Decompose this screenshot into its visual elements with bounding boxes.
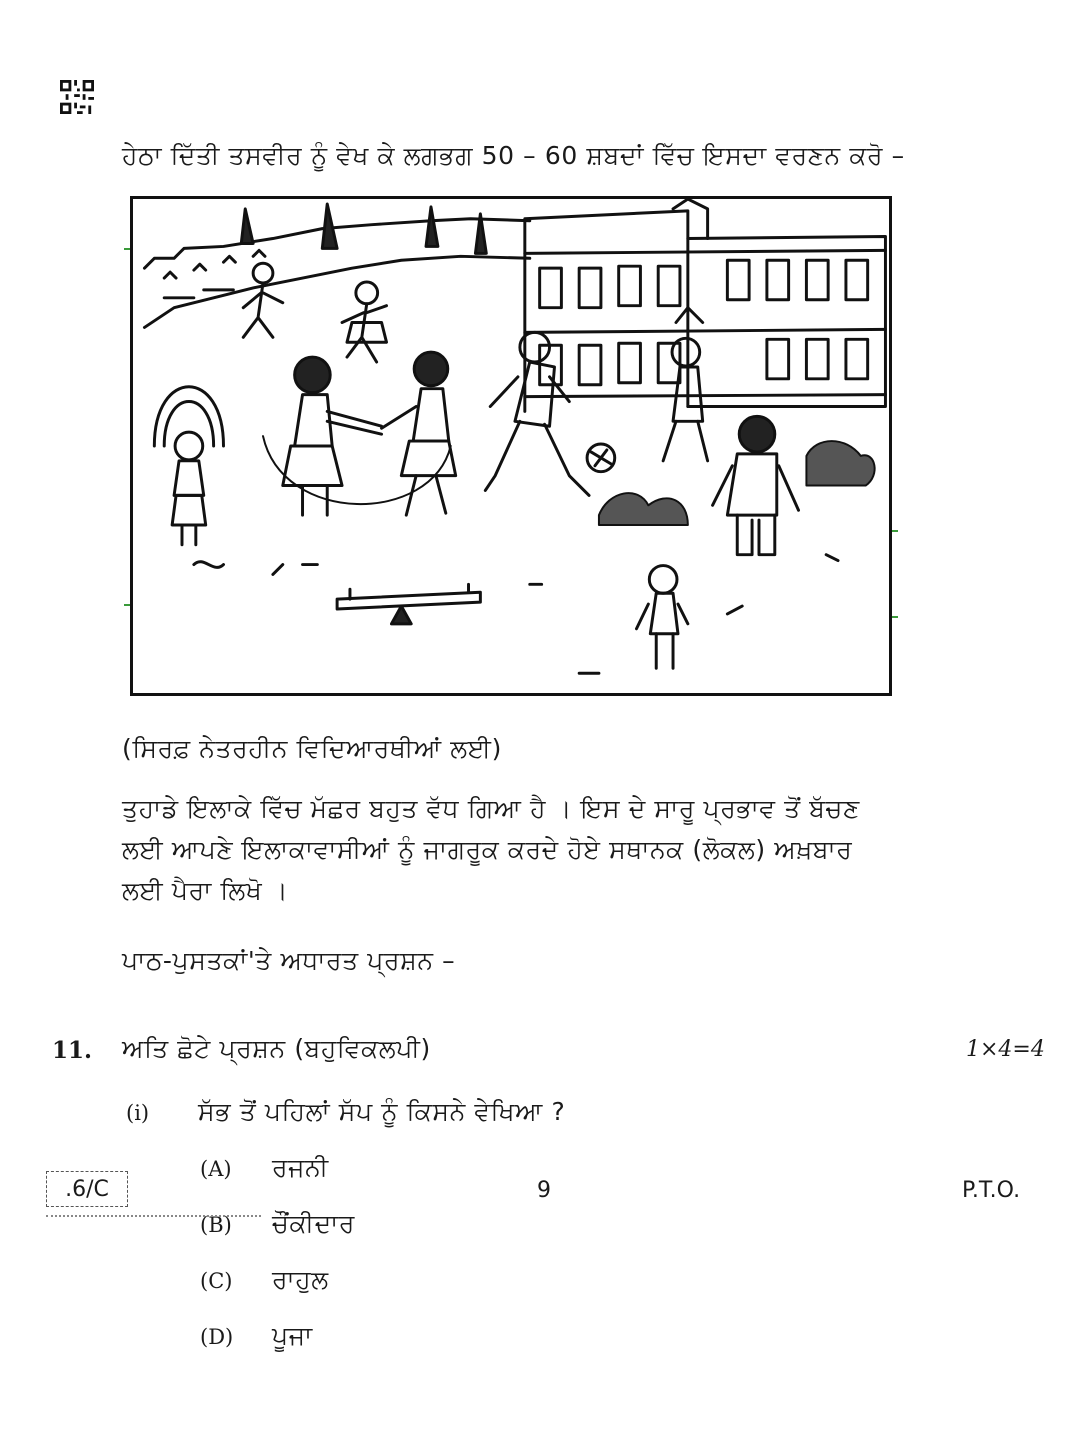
sub-question-text: ਸੱਭ ਤੋਂ ਪਹਿਲਾਂ ਸੱਪ ਨੂੰ ਕਿਸਨੇ ਵੇਖਿਆ ? bbox=[198, 1097, 566, 1126]
margin-mark bbox=[892, 530, 898, 532]
blind-question-line: ਤੁਹਾਡੇ ਇਲਾਕੇ ਵਿੱਚ ਮੱਛਰ ਬਹੁਤ ਵੱਧ ਗਿਆ ਹੈ । ਇਸ ਦੇ ਸਾਰੂ ਪ੍ਰਭਾਵ ਤੋਂ ਬੱਚਣ bbox=[122, 794, 860, 823]
page-turn-over: P.T.O. bbox=[962, 1178, 1021, 1203]
question-title: ਅਤਿ ਛੋਟੇ ਪ੍ਰਸ਼ਨ (ਬਹੁਵਿਕਲਪੀ) bbox=[122, 1034, 431, 1063]
blind-question-line: ਲਈ ਆਪਣੇ ਇਲਾਕਾਵਾਸੀਆਂ ਨੂੰ ਜਾਗਰੂਕ ਕਰਦੇ ਹੋਏ ਸਥਾਨਕ (ਲੋਕਲ) ਅਖ਼ਬਾਰ bbox=[122, 835, 853, 864]
sub-question-label: (i) bbox=[126, 1101, 150, 1125]
section-heading: ਪਾਠ-ਪੁਸਤਕਾਂ'ਤੇ ਅਧਾਰਤ ਪ੍ਰਸ਼ਨ – bbox=[122, 946, 456, 975]
margin-mark bbox=[124, 604, 130, 606]
question-number: 11. bbox=[52, 1037, 93, 1064]
page-number: 9 bbox=[537, 1178, 551, 1203]
blind-students-note: (ਸਿਰਫ਼ ਨੇਤਰਹੀਨ ਵਿਦਿਆਰਥੀਆਂ ਲਈ) bbox=[122, 734, 502, 763]
picture-description-instruction: ਹੇਠਾ ਦਿੱਤੀ ਤਸਵੀਰ ਨੂੰ ਵੇਖ ਕੇ ਲਗਭਗ 50 – 60 ਸ਼ਬਦਾਂ ਵਿੱਚ ਇਸਦਾ ਵਰਣਨ ਕਰੋ – bbox=[122, 141, 905, 170]
paper-code: .6/C bbox=[46, 1171, 128, 1207]
margin-mark bbox=[124, 248, 130, 250]
playground-illustration bbox=[130, 196, 892, 696]
qr-code-icon bbox=[60, 80, 94, 114]
option-text: ਰਾਹੁਲ bbox=[272, 1265, 329, 1294]
option-text: ਰਜਨੀ bbox=[272, 1153, 329, 1182]
option-letter: (C) bbox=[200, 1269, 233, 1293]
blind-question-line: ਲਈ ਪੈਰਾ ਲਿਖੋ । bbox=[122, 876, 289, 905]
footer-divider bbox=[46, 1215, 261, 1217]
option-letter: (B) bbox=[200, 1213, 232, 1237]
option-letter: (D) bbox=[200, 1325, 234, 1349]
option-text: ਪੂਜਾ bbox=[272, 1321, 313, 1350]
option-letter: (A) bbox=[200, 1157, 232, 1181]
question-marks: 1×4=4 bbox=[966, 1037, 1045, 1062]
margin-mark bbox=[892, 616, 898, 618]
option-text: ਚੌਂਕੀਦਾਰ bbox=[272, 1209, 356, 1238]
